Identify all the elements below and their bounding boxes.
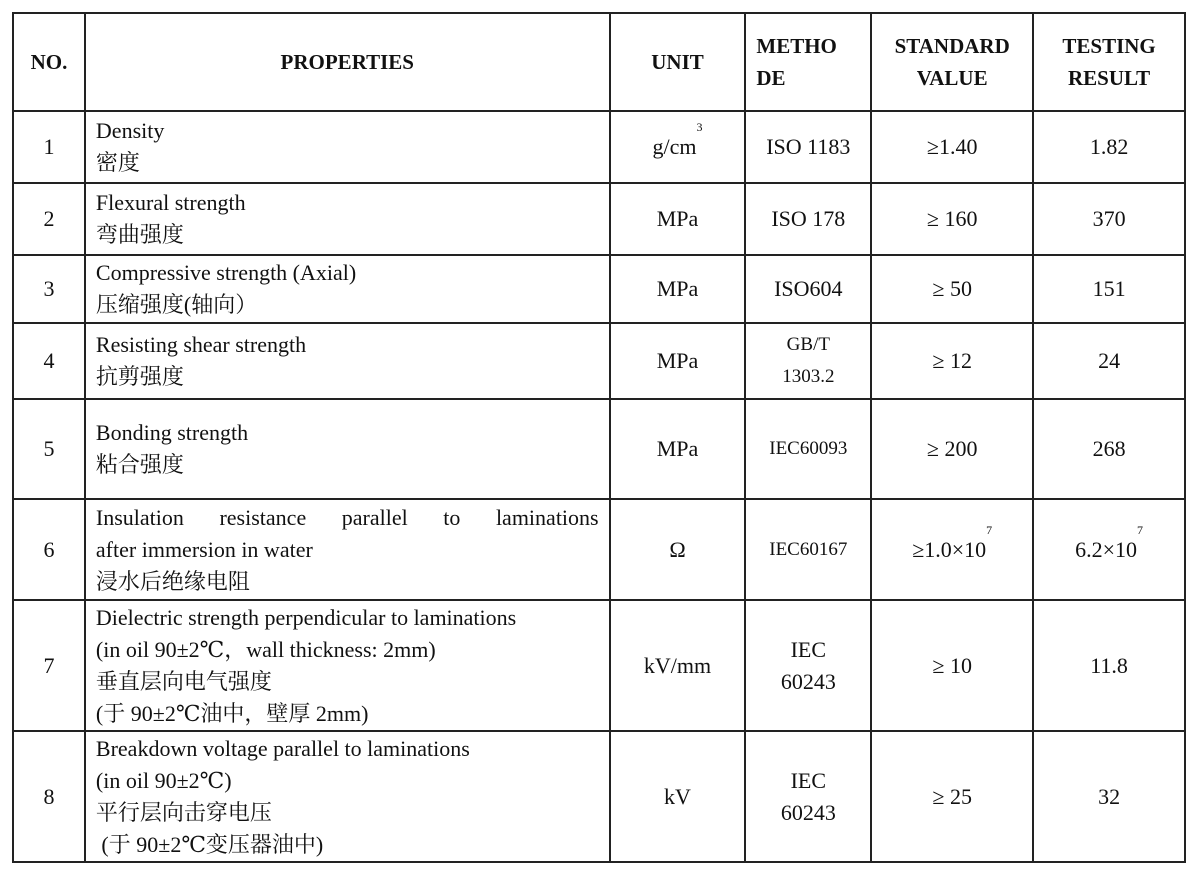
property-en-line2: after immersion in water bbox=[95, 536, 313, 562]
method-cell: ISO 1183 bbox=[745, 111, 871, 183]
testing-result-cell: 151 bbox=[1033, 255, 1185, 323]
method-line2: 60243 bbox=[780, 799, 836, 825]
standard-value-cell: ≥1.40 bbox=[871, 111, 1033, 183]
property-en: Flexural strength bbox=[95, 190, 246, 215]
header-method-line2: DE bbox=[756, 66, 786, 90]
table-row bbox=[13, 323, 1185, 399]
method-cell bbox=[745, 600, 871, 731]
header-standard-value bbox=[871, 13, 1033, 111]
property-cn: 弯曲强度 bbox=[95, 222, 184, 247]
row-number: 4 bbox=[13, 323, 85, 399]
testing-result-cell: 268 bbox=[1033, 399, 1185, 499]
standard-value-cell: ≥ 25 bbox=[871, 731, 1033, 862]
method-line2: 1303.2 bbox=[782, 366, 835, 387]
unit-cell: kV bbox=[610, 731, 746, 862]
header-row bbox=[13, 13, 1185, 111]
method-cell: IEC60167 bbox=[745, 499, 871, 600]
unit-cell: MPa bbox=[610, 183, 746, 255]
table-row bbox=[13, 183, 1185, 255]
testing-result-cell: 24 bbox=[1033, 323, 1185, 399]
header-standard-line1: STANDARD bbox=[894, 34, 1010, 58]
property-cn: 浸水后绝缘电阻 bbox=[95, 568, 250, 594]
property-cell bbox=[85, 499, 610, 600]
header-unit: UNIT bbox=[610, 13, 746, 111]
property-en: Compressive strength (Axial) bbox=[95, 260, 357, 285]
standard-value-cell: ≥ 50 bbox=[871, 255, 1033, 323]
property-cell bbox=[85, 111, 610, 183]
unit-cell: kV/mm bbox=[610, 600, 746, 731]
standard-value-cell: ≥ 160 bbox=[871, 183, 1033, 255]
unit-superscript: 3 bbox=[696, 120, 703, 134]
property-cell bbox=[85, 255, 610, 323]
header-method-line1: METHO bbox=[756, 34, 837, 58]
unit-cell bbox=[610, 111, 746, 183]
standard-value-cell: ≥ 200 bbox=[871, 399, 1033, 499]
unit-text: g/cm bbox=[652, 134, 697, 159]
method-line2: 60243 bbox=[780, 668, 836, 694]
testing-result-cell: 1.82 bbox=[1033, 111, 1185, 183]
standard-value-exponent: 7 bbox=[986, 522, 993, 537]
property-cn: 压缩强度(轴向） bbox=[95, 292, 258, 317]
row-number: 8 bbox=[13, 731, 85, 862]
testing-result-exponent: 7 bbox=[1137, 522, 1144, 537]
method-cell: ISO604 bbox=[745, 255, 871, 323]
property-cn-line2: (于 90±2℃变压器油中) bbox=[95, 831, 324, 857]
header-method bbox=[745, 13, 871, 111]
row-number: 1 bbox=[13, 111, 85, 183]
unit-cell: MPa bbox=[610, 323, 746, 399]
property-cn: 粘合强度 bbox=[95, 452, 184, 477]
row-number: 5 bbox=[13, 399, 85, 499]
testing-result-cell: 11.8 bbox=[1033, 600, 1185, 731]
property-cell bbox=[85, 323, 610, 399]
property-cn-line2: (于 90±2℃油中，壁厚 2mm) bbox=[95, 700, 369, 726]
header-standard-line2: VALUE bbox=[916, 66, 988, 90]
header-no: NO. bbox=[13, 13, 85, 111]
header-testing-result bbox=[1033, 13, 1185, 111]
property-cell bbox=[85, 731, 610, 862]
property-en-line1: Breakdown voltage parallel to laminations bbox=[95, 735, 470, 761]
header-properties: PROPERTIES bbox=[85, 13, 610, 111]
property-en: Density bbox=[95, 118, 165, 143]
row-number: 3 bbox=[13, 255, 85, 323]
testing-result-text: 6.2×10 bbox=[1075, 536, 1138, 562]
property-en-line1: Dielectric strength perpendicular to laminations bbox=[95, 604, 517, 630]
property-en-line1: Insulation resistance parallel to laminations bbox=[95, 504, 599, 530]
standard-value-cell: ≥ 12 bbox=[871, 323, 1033, 399]
unit-cell: Ω bbox=[610, 499, 746, 600]
method-line1: IEC bbox=[790, 636, 827, 662]
table-row bbox=[13, 600, 1185, 731]
property-en-line2: (in oil 90±2℃，wall thickness: 2mm) bbox=[95, 636, 436, 662]
property-cn: 抗剪强度 bbox=[95, 364, 184, 389]
testing-result-cell bbox=[1033, 499, 1185, 600]
row-number: 7 bbox=[13, 600, 85, 731]
header-testing-line1: TESTING bbox=[1062, 34, 1156, 58]
table-row bbox=[13, 111, 1185, 183]
unit-cell: MPa bbox=[610, 399, 746, 499]
table-row bbox=[13, 731, 1185, 862]
properties-table bbox=[12, 12, 1186, 863]
properties-table-container bbox=[12, 12, 1186, 863]
property-cell bbox=[85, 600, 610, 731]
standard-value-cell bbox=[871, 499, 1033, 600]
method-cell: ISO 178 bbox=[745, 183, 871, 255]
method-line1: IEC bbox=[790, 767, 827, 793]
property-cn-line1: 平行层向击穿电压 bbox=[95, 799, 272, 825]
property-en: Bonding strength bbox=[95, 420, 249, 445]
table-row bbox=[13, 499, 1185, 600]
table-row bbox=[13, 399, 1185, 499]
method-cell bbox=[745, 731, 871, 862]
property-cn: 密度 bbox=[95, 150, 140, 175]
row-number: 2 bbox=[13, 183, 85, 255]
method-cell bbox=[745, 323, 871, 399]
unit-cell: MPa bbox=[610, 255, 746, 323]
method-cell: IEC60093 bbox=[745, 399, 871, 499]
row-number: 6 bbox=[13, 499, 85, 600]
property-cn-line1: 垂直层向电气强度 bbox=[95, 668, 272, 694]
testing-result-cell: 370 bbox=[1033, 183, 1185, 255]
header-testing-line2: RESULT bbox=[1068, 66, 1151, 90]
property-en-line2: (in oil 90±2℃) bbox=[95, 767, 232, 793]
property-cell bbox=[85, 399, 610, 499]
property-en: Resisting shear strength bbox=[95, 332, 307, 357]
method-line1: GB/T bbox=[786, 334, 830, 355]
standard-value-cell: ≥ 10 bbox=[871, 600, 1033, 731]
testing-result-cell: 32 bbox=[1033, 731, 1185, 862]
table-row bbox=[13, 255, 1185, 323]
standard-value-text: ≥1.0×10 bbox=[912, 536, 987, 562]
property-cell bbox=[85, 183, 610, 255]
